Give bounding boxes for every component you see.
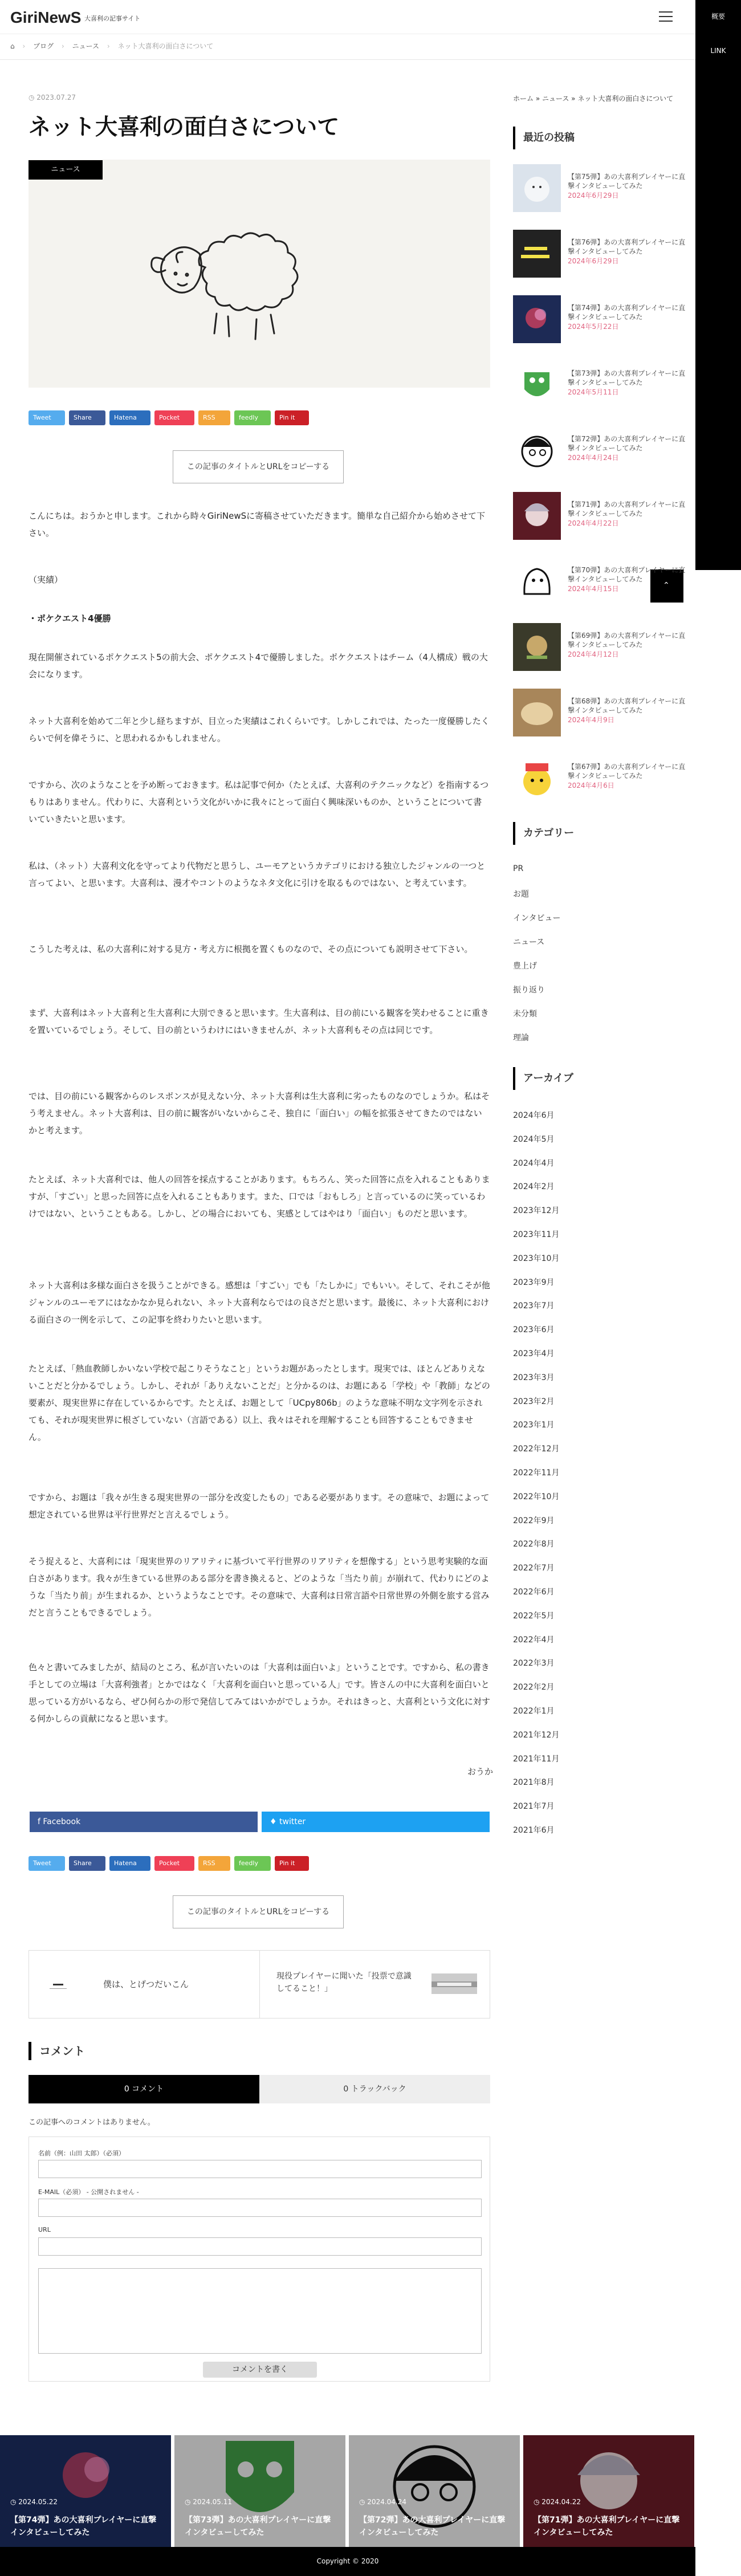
- share-hatena-button[interactable]: Hatena: [109, 410, 150, 425]
- recent-post-thumbnail: [513, 426, 561, 474]
- footer-card-title: 【第74弾】あの大喜利プレイヤーに直撃インタビューしてみた: [10, 2516, 157, 2537]
- recent-post[interactable]: [513, 295, 684, 352]
- comment-textarea[interactable]: [38, 2268, 482, 2354]
- recent-post-thumbnail: [513, 361, 561, 409]
- body-paragraph: こんにちは。おうかと申します。これから時々GiriNewSに寄稿させていただきます。簡単な自己紹介から始めさせて下さい。: [28, 511, 485, 538]
- breadcrumb-blog[interactable]: ブログ: [33, 42, 54, 50]
- recent-post[interactable]: [513, 426, 684, 483]
- copyright: Copyright © 2020: [316, 2557, 379, 2565]
- recent-post-date: 2024年6月29日: [568, 257, 619, 265]
- recent-post-date: 2024年4月15日: [568, 585, 619, 593]
- archive-link[interactable]: 2022年9月: [513, 1516, 555, 1525]
- recent-post-thumbnail: [513, 557, 561, 605]
- side-drawer: [695, 0, 741, 570]
- recent-post-thumbnail: [513, 230, 561, 278]
- body-heading: ・ポケクエスト4優勝: [28, 613, 111, 624]
- url-label: URL: [38, 2226, 51, 2233]
- name-input[interactable]: [38, 2160, 482, 2178]
- share-feedly-button[interactable]: feedly: [234, 1856, 271, 1871]
- recent-post[interactable]: [513, 361, 684, 418]
- recent-post-title: 【第71弾】あの大喜利プレイヤーに直撃インタビューしてみた: [568, 500, 686, 518]
- drawer-item-link[interactable]: LINK: [710, 47, 726, 55]
- recent-post-thumbnail: [513, 689, 561, 736]
- footer-featured-posts: [0, 2435, 695, 2547]
- body-paragraph: ネット大喜利は多様な面白さを扱うことができる。感想は「すごい」でも「たしかに」でもいい。そして、それこそが他ジャンルのユーモアにはなかなか見られない、ネット大喜利ならではの良さだと思います。最後に、ネット大喜利における面白さの一例を示して、この記事を終わりたいと思います。: [28, 1280, 490, 1325]
- next-post-thumbnail: [431, 1973, 477, 1994]
- body-paragraph: （実績）: [28, 575, 63, 585]
- footer-card[interactable]: [0, 2435, 171, 2547]
- archive-link[interactable]: 2022年12月: [513, 1444, 560, 1454]
- share-hatena-button[interactable]: Hatena: [109, 1856, 150, 1871]
- category-badge[interactable]: ニュース: [28, 160, 103, 180]
- body-paragraph: ですから、お題は「我々が生きる現実世界の一部分を改変したもの」である必要があります。その意味で、お題によって想定されている世界は平行世界だと言えるでしょう。: [28, 1492, 490, 1520]
- archive-link[interactable]: 2024年2月: [513, 1182, 555, 1192]
- breadcrumb-current: ネット大喜利の面白さについて: [117, 42, 214, 50]
- twitter-icon: ♦: [270, 1817, 280, 1826]
- comments-heading: コメント: [28, 2042, 85, 2060]
- recent-post[interactable]: [513, 689, 684, 746]
- chevron-up-icon: ⌃: [663, 581, 670, 590]
- share-rss-button[interactable]: RSS: [198, 410, 230, 425]
- prev-post-title: 僕は、とげつだいこん: [103, 1979, 189, 1989]
- recent-post-date: 2024年5月22日: [568, 323, 619, 331]
- archive-link[interactable]: 2021年11月: [513, 1754, 560, 1764]
- recent-post[interactable]: [513, 164, 684, 221]
- footer-card-date: ◷ 2024.05.22: [10, 2498, 58, 2506]
- footer-card-date: ◷ 2024.05.11: [185, 2498, 233, 2506]
- email-input[interactable]: [38, 2199, 482, 2217]
- archive-link[interactable]: 2021年6月: [513, 1826, 555, 1835]
- recent-posts-heading: 最近の投稿: [513, 127, 684, 149]
- recent-post-title: 【第69弾】あの大喜利プレイヤーに直撃インタビューしてみた: [568, 632, 686, 649]
- share-pinterest-button[interactable]: Pin it: [275, 410, 309, 425]
- archive-link[interactable]: 2022年2月: [513, 1683, 555, 1692]
- tab-comments[interactable]: 0 コメント: [28, 2075, 259, 2103]
- archive-link[interactable]: 2023年7月: [513, 1301, 555, 1311]
- category-link[interactable]: ニュース: [513, 938, 545, 947]
- footer-card[interactable]: [349, 2435, 520, 2547]
- recent-post-date: 2024年6月29日: [568, 192, 619, 200]
- facebook-big-button[interactable]: f Facebook: [30, 1812, 258, 1832]
- copy-title-url-button[interactable]: この記事のタイトルとURLをコピーする: [173, 450, 344, 483]
- recent-post-title: 【第73弾】あの大喜利プレイヤーに直撃インタビューしてみた: [568, 369, 686, 386]
- recent-post-thumbnail: [513, 295, 561, 343]
- share-facebook-button[interactable]: Share: [69, 1856, 105, 1871]
- category-link[interactable]: 振り返り: [513, 986, 545, 995]
- share-tweet-button[interactable]: Tweet: [28, 410, 65, 425]
- recent-post-date: 2024年5月11日: [568, 388, 619, 396]
- eyecatch-image: [28, 160, 490, 388]
- recent-post-title: 【第75弾】あの大喜利プレイヤーに直撃インタビューしてみた: [568, 173, 686, 190]
- archive-link[interactable]: 2023年10月: [513, 1254, 560, 1263]
- body-paragraph: では、目の前にいる観客からのレスポンスが見えない分、ネット大喜利は生大喜利に劣ったものなのでしょうか。私はそう考えません。ネット大喜利は、目の前に観客がいないからこそ、独自に「面白い」の幅を拡張させてきたのではないかと考えます。: [28, 1091, 490, 1136]
- prev-post-link[interactable]: [29, 1951, 260, 2018]
- prev-post-thumbnail: [45, 1971, 71, 1997]
- submit-comment-button[interactable]: コメントを書く: [203, 2362, 317, 2378]
- hamburger-menu-icon[interactable]: [659, 11, 673, 22]
- archive-link[interactable]: 2022年1月: [513, 1707, 555, 1716]
- recent-post[interactable]: [513, 623, 684, 680]
- sidebar-breadcrumb[interactable]: ホーム » ニュース » ネット大喜利の面白さについて: [513, 95, 674, 103]
- archive-link[interactable]: 2024年4月: [513, 1158, 555, 1168]
- archive-link[interactable]: 2023年12月: [513, 1206, 560, 1216]
- footer-card-title: 【第72弾】あの大喜利プレイヤーに直撃インタビューしてみた: [359, 2516, 506, 2537]
- post-date: ◷ 2023.07.27: [28, 93, 76, 101]
- share-rss-button[interactable]: RSS: [198, 1856, 230, 1871]
- body-paragraph: 私は、（ネット）大喜利文化を守ってより代物だと思うし、ユーモアというカテゴリにおける独立したジャンルの一つと言ってよい、と思います。大喜利は、漫才やコントのようなネタ文化に引けを取るものではない、と考えています。: [28, 861, 486, 888]
- facebook-icon: f: [38, 1817, 43, 1826]
- body-paragraph: ネット大喜利を始めて二年と少し経ちますが、目立った実績はこれくらいです。しかしこれでは、たった一度優勝したくらいで何を偉そうに、と思われるかもしれません。: [28, 716, 490, 743]
- archive-link[interactable]: 2023年4月: [513, 1349, 555, 1358]
- recent-post[interactable]: [513, 754, 684, 811]
- archive-link[interactable]: 2024年6月: [513, 1111, 555, 1120]
- categories-heading: カテゴリー: [513, 822, 684, 845]
- author-name: おうか: [467, 1767, 494, 1777]
- archive-link[interactable]: 2022年11月: [513, 1468, 560, 1478]
- post-title: ネット大喜利の面白さについて: [28, 115, 340, 140]
- archive-link[interactable]: 2022年6月: [513, 1588, 555, 1597]
- comment-form: [28, 2137, 490, 2382]
- body-paragraph: 現在開催されているポケクエスト5の前大会、ポケクエスト4で優勝しました。ポケクエストはチーム（4人構成）戦の大会になります。: [28, 652, 488, 679]
- body-paragraph: たとえば、「熱血教師しかいない学校で起こりそうなこと」というお題があったとします。現実では、ほとんどありえないことだと分かるでしょう。しかし、それが「ありえないことだ」と分かるのは、お題にある「学校」や「教師」などの要素が、現実世界に存在しているからです。たとえば、お題として「UCpy806b」のような意味不明な文字列を示されても、それが現実世界に根ざしていない（言語である）以上、我々はそれを理解することも回答することもできません。: [28, 1364, 490, 1442]
- archive-link[interactable]: 2023年2月: [513, 1397, 555, 1406]
- copy-title-url-button[interactable]: この記事のタイトルとURLをコピーする: [173, 1895, 344, 1928]
- site-logo[interactable]: GiriNewS: [10, 9, 82, 26]
- url-input[interactable]: [38, 2237, 482, 2256]
- recent-post-thumbnail: [513, 492, 561, 540]
- archive-link[interactable]: 2023年9月: [513, 1277, 555, 1287]
- archive-heading: アーカイブ: [513, 1067, 684, 1090]
- recent-post[interactable]: [513, 557, 684, 615]
- archive-link[interactable]: 2021年7月: [513, 1802, 555, 1812]
- category-link[interactable]: 豊上げ: [513, 962, 537, 971]
- archive-link[interactable]: 2022年4月: [513, 1635, 555, 1645]
- breadcrumb-news[interactable]: ニュース: [72, 42, 99, 50]
- category-link[interactable]: インタビュー: [513, 914, 561, 923]
- share-facebook-button[interactable]: Share: [69, 410, 105, 425]
- footer-card-date: ◷ 2024.04.22: [534, 2498, 581, 2506]
- archive-link[interactable]: 2021年12月: [513, 1730, 560, 1740]
- recent-post-title: 【第67弾】あの大喜利プレイヤーに直撃インタビューしてみた: [568, 763, 686, 780]
- next-post-link[interactable]: [260, 1951, 490, 2018]
- recent-post-title: 【第70弾】あの大喜利プレイヤーに直撃インタビューしてみた: [568, 566, 686, 583]
- share-tweet-button[interactable]: Tweet: [28, 1856, 65, 1871]
- archive-link[interactable]: 2022年3月: [513, 1659, 555, 1669]
- email-label: E-MAIL（必須） - 公開されません -: [38, 2188, 139, 2196]
- recent-post-thumbnail: [513, 623, 561, 671]
- twitter-big-button[interactable]: ♦ twitter: [262, 1812, 490, 1832]
- breadcrumb: ⌂ › ブログ › ニュース › ネット大喜利の面白さについて: [10, 42, 214, 50]
- archive-link[interactable]: 2022年10月: [513, 1492, 560, 1501]
- category-link[interactable]: PR: [513, 864, 524, 873]
- category-link[interactable]: 理論: [513, 1033, 529, 1043]
- share-pocket-button[interactable]: Pocket: [154, 410, 194, 425]
- archive-link[interactable]: 2022年8月: [513, 1540, 555, 1549]
- category-link[interactable]: お題: [513, 890, 529, 899]
- archive-link[interactable]: 2022年7月: [513, 1564, 555, 1573]
- post-navigation: [28, 1950, 490, 2019]
- footer-card[interactable]: [174, 2435, 345, 2547]
- archive-link[interactable]: 2023年3月: [513, 1373, 555, 1382]
- recent-post-title: 【第72弾】あの大喜利プレイヤーに直撃インタビューしてみた: [568, 435, 686, 452]
- footer-card-date: ◷ 2024.04.24: [359, 2498, 407, 2506]
- recent-post[interactable]: [513, 492, 684, 549]
- recent-post-title: 【第76弾】あの大喜利プレイヤーに直撃インタビューしてみた: [568, 238, 686, 255]
- recent-post-date: 2024年4月9日: [568, 716, 614, 724]
- recent-post-date: 2024年4月12日: [568, 650, 619, 658]
- recent-post-thumbnail: [513, 164, 561, 212]
- next-post-title: 現役プレイヤーに聞いた「投票で意識してること！」: [276, 1972, 412, 1993]
- site-footer: [0, 2547, 695, 2576]
- tab-trackback[interactable]: 0 トラックバック: [259, 2075, 490, 2103]
- share-feedly-button[interactable]: feedly: [234, 410, 271, 425]
- footer-card-title: 【第73弾】あの大喜利プレイヤーに直撃インタビューしてみた: [185, 2516, 331, 2537]
- home-icon[interactable]: ⌂: [10, 42, 15, 50]
- footer-card-title: 【第71弾】あの大喜利プレイヤーに直撃インタビューしてみた: [534, 2516, 680, 2537]
- archive-link[interactable]: 2023年1月: [513, 1421, 555, 1430]
- recent-post[interactable]: [513, 230, 684, 287]
- body-paragraph: 色々と書いてみましたが、結局のところ、私が言いたいのは「大喜利は面白いよ」ということです。ですから、私の書き手としての立場は「大喜利強者」とかではなく「大喜利を面白いと思っている人」です。皆さんの中に大喜利を面白いと思っている方がいるなら、ぜひ何らかの形で発信してみてはいかがでしょうか。それはきっと、大喜利という文化に対する何かしらの貢献になると思います。: [28, 1662, 491, 1724]
- recent-post-thumbnail: [513, 754, 561, 802]
- recent-post-date: 2024年4月24日: [568, 454, 619, 462]
- footer-card[interactable]: [523, 2435, 694, 2547]
- archive-link[interactable]: 2023年6月: [513, 1325, 555, 1335]
- divider: [0, 59, 695, 60]
- drawer-item-about[interactable]: 概要: [711, 13, 725, 21]
- body-paragraph: たとえば、ネット大喜利では、他人の回答を採点することがあります。もちろん、笑った回答に点を入れることもありますが、「すごい」と思った回答に点を入れることもあります。また、口では「おもしろ」と言っているのに笑っているわけではない、ということもある。しかし、どの場合においても、実感としてはやはり「面白い」ものだと思います。: [28, 1174, 490, 1219]
- share-pocket-button[interactable]: Pocket: [154, 1856, 194, 1871]
- archive-link[interactable]: 2021年8月: [513, 1778, 555, 1788]
- site-tagline: 大喜利の記事サイト: [84, 15, 141, 22]
- recent-post-date: 2024年4月6日: [568, 782, 614, 790]
- share-pinterest-button[interactable]: Pin it: [275, 1856, 309, 1871]
- archive-link[interactable]: 2023年11月: [513, 1230, 560, 1239]
- archive-link[interactable]: 2024年5月: [513, 1134, 555, 1144]
- category-link[interactable]: 未分類: [513, 1010, 537, 1019]
- recent-post-title: 【第68弾】あの大喜利プレイヤーに直撃インタビューしてみた: [568, 697, 686, 714]
- site-header: [0, 0, 695, 34]
- body-paragraph: ですから、次のようなことを予め断っておきます。私は記事で何か（たとえば、大喜利のテクニックなど）を指南するつもりはありません。代わりに、大喜利という文化がいかに我々にとって面白く興味深いものか、ということについて書いていきたいと思います。: [28, 780, 489, 824]
- name-label: 名前（例：山田 太郎）（必須）: [38, 2150, 125, 2157]
- body-paragraph: こうした考えは、私の大喜利に対する見方・考え方に根拠を置くものなので、その点についても説明させて下さい。: [28, 944, 473, 954]
- no-comments-text: この記事へのコメントはありません。: [28, 2118, 155, 2127]
- body-paragraph: そう捉えると、大喜利には「現実世界のリアリティに基づいて平行世界のリアリティを想像する」という思考実験的な面白さがあります。我々が生きている世界のある部分を書き換えると、どのような「当たり前」が崩れて、代わりにどのような「当たり前」が生まれるか、というようなことです。その意味で、大喜利は日常言語や日常世界の外側を旅する営みだと言うこともできるでしょう。: [28, 1556, 490, 1618]
- archive-link[interactable]: 2022年5月: [513, 1611, 555, 1621]
- recent-post-date: 2024年4月22日: [568, 519, 619, 527]
- body-paragraph: まず、大喜利はネット大喜利と生大喜利に大別できると思います。生大喜利は、目の前にいる観客を笑わせることに重きを置いているでしょう。そして、目の前というわけにはいきませんが、ネット大喜利もその点は同じです。: [28, 1008, 489, 1035]
- recent-post-title: 【第74弾】あの大喜利プレイヤーに直撃インタビューしてみた: [568, 304, 686, 321]
